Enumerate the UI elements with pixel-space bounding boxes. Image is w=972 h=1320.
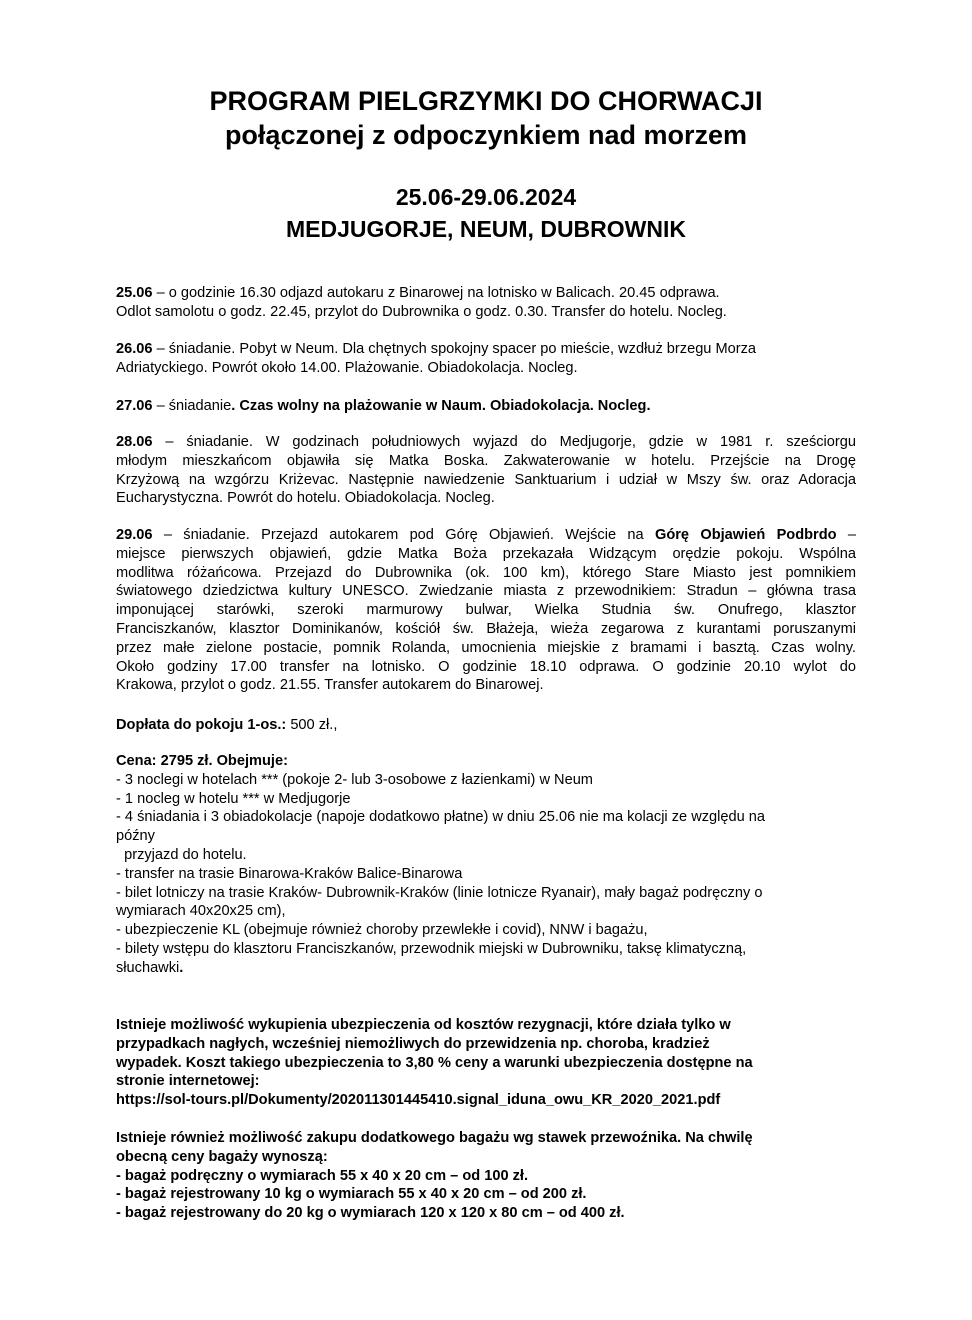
day-text: – śniadanie. W godzinach południowych wyjazd do Medjugorje, gdzie w 1981 r. sześciorgu: [152, 434, 856, 450]
title-line-1: PROGRAM PIELGRZYMKI DO CHORWACJI: [209, 86, 763, 116]
baggage-text: obecną ceny bagaży wynoszą:: [116, 1148, 328, 1165]
insurance-section: [116, 1016, 856, 1110]
day-date: 28.06: [116, 434, 153, 450]
price-item: - 3 noclegi w hotelach *** (pokoje 2- lub 3-osobowe z łazienkami) w Neum: [116, 771, 593, 788]
day-date: 25.06: [116, 285, 153, 301]
supplement-value: 500 zł.,: [286, 717, 338, 733]
day-text: Franciszkanów, klasztor Dominikanów, kościół św. Błażeja, wieża zegarowa z kurantami poruszanymi: [116, 620, 856, 637]
day-text: – śniadanie. Przejazd autokarem pod Górę Objawień. Wejście na: [152, 527, 655, 543]
price-item: przyjazd do hotelu.: [116, 846, 247, 863]
insurance-url: https://sol-tours.pl/Dokumenty/202011301445410.signal_iduna_owu_KR_2020_2021.pdf: [116, 1092, 721, 1109]
day-28-06: [116, 433, 856, 508]
day-text: Krzyżową na wzgórzu Kriżevac. Następnie nawiedzenie Sanktuarium i udział w Mszy św. oraz Adoracja: [116, 471, 856, 488]
baggage-text: Istnieje również możliwość zakupu dodatkowego bagażu wg stawek przewoźnika. Na chwilę: [116, 1130, 753, 1146]
supplement-label: Dopłata do pokoju 1-os.:: [116, 717, 287, 733]
price-label: Cena: 2795 zł. Obejmuje:: [116, 753, 288, 769]
baggage-item: - bagaż rejestrowany 10 kg o wymiarach 55 x 40 x 20 cm – od 200 zł.: [116, 1186, 587, 1203]
day-date: 26.06: [116, 341, 153, 357]
price-item: - transfer na trasie Binarowa-Kraków Balice-Binarowa: [116, 865, 463, 882]
day-text: – śniadanie. Pobyt w Neum. Dla chętnych spokojny spacer po mieście, wzdłuż brzegu Morza: [152, 341, 757, 357]
day-text: Odlot samolotu o godz. 22.45, przylot do Dubrownika o godz. 0.30. Transfer do hotelu. Nocleg.: [116, 303, 727, 320]
day-26-06: [116, 340, 856, 378]
price-item: - ubezpieczenie KL (obejmuje również choroby przewlekłe i covid), NNW i bagażu,: [116, 922, 648, 939]
trip-dates: 25.06-29.06.2024: [395, 184, 577, 210]
price-item-end: .: [179, 959, 184, 976]
day-text: – śniadanie: [152, 398, 232, 414]
day-text: Adriatyckiego. Powrót około 14.00. Plażowanie. Obiadokolacja. Nocleg.: [116, 359, 578, 376]
price-item: - 1 nocleg w hotelu *** w Medjugorje: [116, 790, 351, 807]
day-text: Około godziny 17.00 transfer na lotnisko. O godzinie 18.10 odprawa. O godzinie 20.10 wylot do: [116, 658, 856, 675]
title-line-2: połączonej z odpoczynkiem nad morzem: [224, 120, 748, 150]
trip-places: MEDJUGORJE, NEUM, DUBROWNIK: [286, 216, 686, 242]
day-text: – o godzinie 16.30 odjazd autokaru z Binarowej na lotnisko w Balicach. 20.45 odprawa.: [152, 285, 720, 301]
day-27-06: [116, 397, 856, 416]
day-text-bold: . Czas wolny na plażowanie w Naum. Obiadokolacja. Nocleg.: [231, 398, 651, 414]
price-item: - bilety wstępu do klasztoru Franciszkanów, przewodnik miejski w Dubrowniku, taksę klimatyczną,: [116, 940, 747, 957]
day-29-06: [116, 526, 856, 695]
insurance-text: przypadkach nagłych, wcześniej niemożliwych do przewidzenia np. choroba, kradzież: [116, 1035, 710, 1052]
place-name-bold: Górę Objawień Podbrdo: [654, 527, 837, 543]
day-text: –: [836, 527, 857, 543]
day-text: przez małe zielone postacie, pomnik Rolanda, umocnienia miejskie z bramami i basztą. Czas wolny.: [116, 639, 856, 656]
day-text: Eucharystyczna. Powrót do hotelu. Obiadokolacja. Nocleg.: [116, 490, 495, 507]
day-text: światowego dziedzictwa kultury UNESCO. Zwiedzanie miasta z przewodnikiem: Stradun – główna trasa: [116, 583, 856, 600]
baggage-item: - bagaż rejestrowany do 20 kg o wymiarach 120 x 120 x 80 cm – od 400 zł.: [116, 1205, 625, 1222]
insurance-text: wypadek. Koszt takiego ubezpieczenia to 3,80 % ceny a warunki ubezpieczenia dostępne na: [116, 1054, 753, 1071]
day-text: Krakowa, przylot o godz. 21.55. Transfer autokarem do Binarowej.: [116, 677, 544, 694]
day-text: miejsce pierwszych objawień, gdzie Matka Boża przekazała Widzącym orędzie pokoju. Wspólna: [116, 545, 856, 562]
insurance-text: stronie internetowej:: [116, 1073, 260, 1090]
day-text: modlitwa różańcowa. Przejazd do Dubrownika (ok. 100 km), którego Stare Miasto jest pomnikiem: [116, 564, 856, 581]
baggage-section: [116, 1129, 856, 1223]
price-item: - 4 śniadania i 3 obiadokolacje (napoje dodatkowo płatne) w dniu 25.06 nie ma kolacji ze względu na: [116, 809, 766, 826]
day-date: 27.06: [116, 398, 153, 414]
day-text: młodym mieszkańcom objawiła się Matka Boska. Zakwaterowanie w hotelu. Przejście na Drogę: [116, 452, 856, 469]
price-item: - bilet lotniczy na trasie Kraków- Dubrownik-Kraków (linie lotnicze Ryanair), mały bagaż podręczny o: [116, 884, 763, 901]
price-section: [116, 752, 856, 978]
insurance-text: Istnieje możliwość wykupienia ubezpieczenia od kosztów rezygnacji, które działa tylko w: [116, 1017, 731, 1033]
day-text: imponującej starówki, szeroki marmurowy bulwar, Wielka Studnia św. Onufrego, klasztor: [116, 602, 856, 619]
price-item: późny: [116, 828, 155, 845]
single-room-supplement: [116, 716, 856, 735]
day-25-06: [116, 284, 856, 322]
baggage-item: - bagaż podręczny o wymiarach 55 x 40 x 20 cm – od 100 zł.: [116, 1167, 529, 1184]
day-date: 29.06: [116, 527, 153, 543]
price-item: słuchawki: [116, 959, 180, 976]
price-item: wymiarach 40x20x25 cm),: [116, 903, 286, 920]
